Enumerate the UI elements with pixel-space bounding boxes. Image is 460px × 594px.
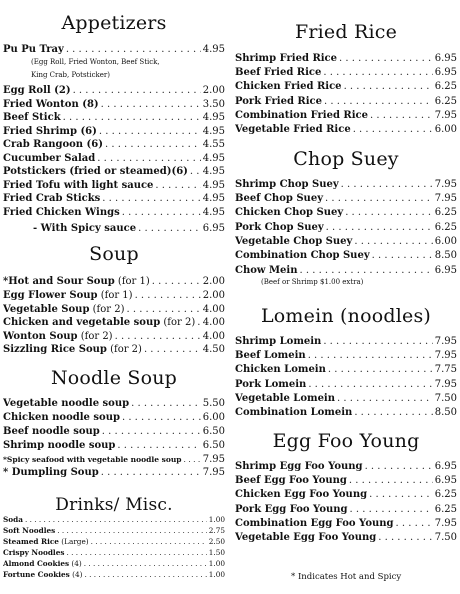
menu-item: Egg Flower Soup (for 1) . . . 2.00 xyxy=(3,289,225,303)
chow-mein-note: (Beef or Shrimp $1.00 extra) xyxy=(261,278,364,286)
menu-item: Potstickers (fried or steamed)(6) . . . 4.95 xyxy=(3,165,225,179)
menu-item: Egg Roll (2) . . . 2.00 xyxy=(3,84,225,98)
menu-item: Beef Egg Foo Young . . . 6.95 xyxy=(235,474,457,488)
menu-item: Combination Fried Rice . . . 7.95 xyxy=(235,109,457,123)
menu-item: Pork Lomein . . . 7.95 xyxy=(235,378,457,392)
menu-item: Shrimp Chop Suey . . . 7.95 xyxy=(235,178,457,192)
noodle-soup-heading: Noodle Soup xyxy=(50,367,178,389)
menu-item: Chicken Lomein . . . 7.75 xyxy=(235,363,457,377)
menu-item: Fried Crab Sticks . . . 4.95 xyxy=(3,192,225,206)
menu-item: Chicken Egg Foo Young . . . 6.25 xyxy=(235,488,457,502)
menu-item: Cucumber Salad . . . 4.95 xyxy=(3,152,225,166)
menu-item: Beef Stick . . . 4.95 xyxy=(3,111,225,125)
menu-item: Beef Fried Rice . . . 6.95 xyxy=(235,66,457,80)
menu-item: Chicken Chop Suey . . . 6.25 xyxy=(235,206,457,220)
menu-item: Chicken noodle soup . . . 6.00 xyxy=(3,411,225,425)
menu-item: Beef Lomein . . . 7.95 xyxy=(235,349,457,363)
menu-item: Pork Fried Rice . . . 6.25 xyxy=(235,95,457,109)
menu-item: Shrimp Lomein . . . 7.95 xyxy=(235,335,457,349)
menu-item: Pork Chop Suey . . . 6.25 xyxy=(235,221,457,235)
fried-rice-heading: Fried Rice xyxy=(294,21,398,43)
menu-item: Vegetable Egg Foo Young . . . 7.50 xyxy=(235,531,457,545)
chop-suey-heading: Chop Suey xyxy=(293,148,399,170)
menu-item: Steamed Rice (Large) . . . 2.50 xyxy=(3,536,225,548)
menu-item: Chicken Fried Rice . . . 6.25 xyxy=(235,80,457,94)
menu-item: Combination Chop Suey . . . 8.50 xyxy=(235,249,457,263)
menu-item: Fried Shrimp (6) . . . 4.95 xyxy=(3,125,225,139)
lomein-heading: Lomein (noodles) xyxy=(260,305,432,327)
menu-item: Wonton Soup (for 2) . . . 4.00 xyxy=(3,330,225,344)
menu-item: Pork Egg Foo Young . . . 6.25 xyxy=(235,503,457,517)
menu-item: Vegetable noodle soup . . . 5.50 xyxy=(3,397,225,411)
menu-item: Combination Egg Foo Young . . . 7.95 xyxy=(235,517,457,531)
menu-item: Vegetable Fried Rice . . . 6.00 xyxy=(235,123,457,137)
menu-item: *Spicy seafood with vegetable noodle soup . . . 7.95 xyxy=(3,453,225,467)
menu-item: Beef Chop Suey . . . 7.95 xyxy=(235,192,457,206)
menu-item: Soft Noodles . . . 2.75 xyxy=(3,525,225,537)
menu-item: Sizzling Rice Soup (for 2) . . . 4.50 xyxy=(3,343,225,357)
menu-item: Soda . . . 1.00 xyxy=(3,514,225,526)
footnote: * Indicates Hot and Spicy xyxy=(291,572,402,582)
soup-heading: Soup xyxy=(89,243,139,265)
menu-item: Shrimp Fried Rice . . . 6.95 xyxy=(235,52,457,66)
menu-item: Crispy Noodles . . . 1.50 xyxy=(3,547,225,559)
egg-foo-young-heading: Egg Foo Young xyxy=(272,430,420,452)
drinks-heading: Drinks/ Misc. xyxy=(55,495,173,515)
menu-item: Crab Rangoon (6) . . . 4.55 xyxy=(3,138,225,152)
menu-item: Pu Pu Tray . . . 4.95 xyxy=(3,43,225,57)
menu-item: Fried Tofu with light sauce . . . 4.95 xyxy=(3,179,225,193)
menu-item: Combination Lomein . . . 8.50 xyxy=(235,406,457,420)
menu-item: * Dumpling Soup . . . 7.95 xyxy=(3,466,225,480)
appetizers-heading: Appetizers xyxy=(61,12,167,34)
menu-item: Almond Cookies (4) . . . 1.00 xyxy=(3,558,225,570)
pupu-note: (Egg Roll, Fried Wonton, Beef Stick, xyxy=(31,58,160,66)
menu-item: Chow Mein . . . 6.95 xyxy=(235,264,457,278)
menu-item: - With Spicy sauce . . . 6.95 xyxy=(33,222,225,236)
menu-item: Chicken and vegetable soup (for 2) . . . 4.00 xyxy=(3,316,225,330)
menu-item: Shrimp Egg Foo Young . . . 6.95 xyxy=(235,460,457,474)
pupu-note: King Crab, Potsticker) xyxy=(31,71,110,79)
menu-item: Shrimp noodle soup . . . 6.50 xyxy=(3,439,225,453)
menu-item: Vegetable Soup (for 2) . . . 4.00 xyxy=(3,303,225,317)
menu-item: *Hot and Sour Soup (for 1) . . . 2.00 xyxy=(3,275,225,289)
menu-item: Beef noodle soup . . . 6.50 xyxy=(3,425,225,439)
menu-item: Fried Chicken Wings . . . 4.95 xyxy=(3,206,225,220)
menu-item: Fortune Cookies (4) . . . 1.00 xyxy=(3,569,225,581)
menu-item: Vegetable Chop Suey . . . 6.00 xyxy=(235,235,457,249)
menu-item: Fried Wonton (8) . . . 3.50 xyxy=(3,98,225,112)
menu-item: Vegetable Lomein . . . 7.50 xyxy=(235,392,457,406)
